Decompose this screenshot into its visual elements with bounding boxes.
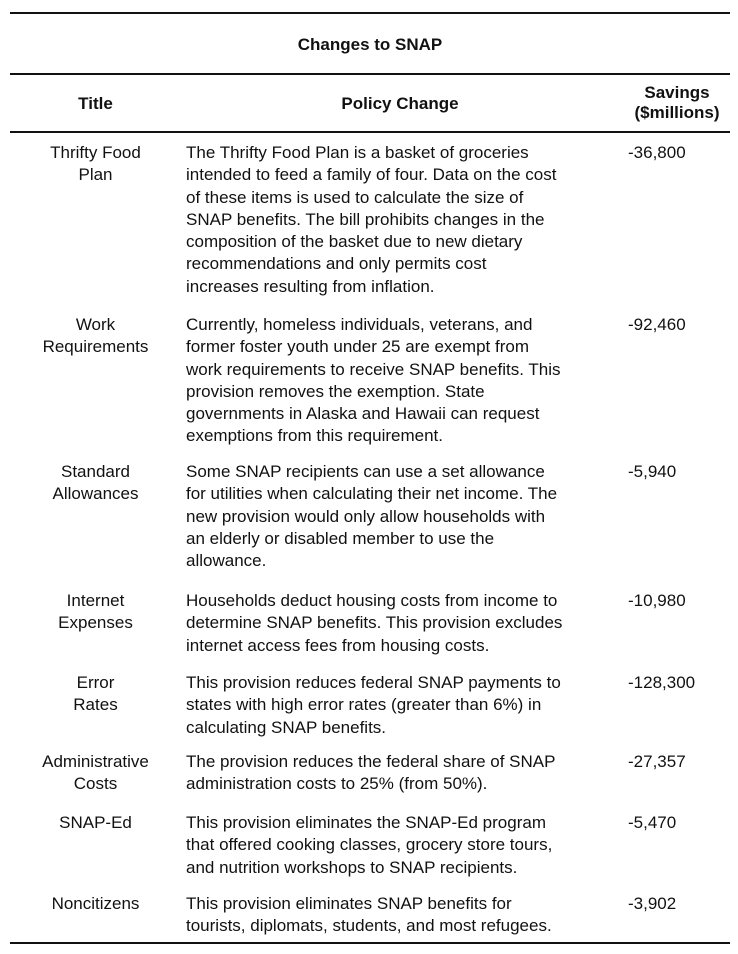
- policy-line: former foster youth under 25 are exempt from: [186, 337, 529, 357]
- header-bottom-rule: [10, 131, 730, 133]
- row-title: [18, 672, 173, 717]
- row-title: [18, 812, 173, 834]
- row-title-line: Plan: [78, 165, 113, 185]
- policy-line: calculating SNAP benefits.: [186, 717, 387, 737]
- row-title-line: Thrifty Food: [50, 143, 141, 162]
- row-title: [18, 142, 173, 187]
- policy-line: and nutrition workshops to SNAP recipients.: [186, 857, 518, 877]
- policy-line: This provision eliminates SNAP benefits for: [186, 894, 512, 913]
- policy-line: for utilities when calculating their net income. The: [186, 484, 558, 504]
- bottom-rule: [10, 942, 730, 944]
- policy-line: exemptions from this requirement.: [186, 426, 443, 446]
- row-policy-change: [186, 893, 618, 938]
- row-title-line: Allowances: [52, 484, 139, 504]
- policy-line: This provision reduces federal SNAP payments to: [186, 673, 561, 692]
- header-savings-line-2: ($millions): [634, 103, 720, 122]
- policy-line: internet access fees from housing costs.: [186, 635, 490, 655]
- policy-line: that offered cooking classes, grocery store tours,: [186, 835, 553, 855]
- row-savings: -3,902: [628, 894, 677, 913]
- header-savings-line-1: Savings: [644, 83, 710, 102]
- row-savings: -92,460: [628, 315, 686, 334]
- policy-line: Currently, homeless individuals, veterans, and: [186, 315, 533, 334]
- policy-line: composition of the basket due to new dietary: [186, 232, 523, 252]
- policy-line: provision removes the exemption. State: [186, 381, 485, 401]
- row-title-line: SNAP-Ed: [59, 813, 132, 832]
- row-title: [18, 461, 173, 506]
- row-title-line: Requirements: [42, 337, 149, 357]
- policy-line: tourists, diplomats, students, and most refugees.: [186, 916, 552, 936]
- row-policy-change: [186, 672, 618, 739]
- row-savings: -27,357: [628, 752, 686, 771]
- policy-line: The provision reduces the federal share of SNAP: [186, 752, 556, 771]
- policy-line: increases resulting from inflation.: [186, 276, 435, 296]
- table-title: Changes to SNAP: [297, 35, 443, 54]
- policy-line: SNAP benefits. The bill prohibits changes in the: [186, 209, 545, 229]
- policy-line: new provision would only allow households with: [186, 506, 546, 526]
- header-title: Title: [78, 94, 113, 113]
- row-policy-change: [186, 590, 618, 657]
- policy-line: intended to feed a family of four. Data on the cost: [186, 165, 557, 185]
- policy-line: states with high error rates (greater than 6%) in: [186, 695, 542, 715]
- policy-line: This provision eliminates the SNAP-Ed program: [186, 813, 546, 832]
- row-policy-change: [186, 751, 618, 796]
- row-title-line: Error: [76, 673, 115, 692]
- row-title-line: Expenses: [58, 613, 133, 633]
- row-savings: -128,300: [628, 673, 696, 692]
- policy-line: administration costs to 25% (from 50%).: [186, 774, 488, 794]
- row-savings: -5,940: [628, 462, 677, 481]
- row-title: [18, 314, 173, 359]
- policy-line: determine SNAP benefits. This provision excludes: [186, 613, 563, 633]
- row-policy-change: [186, 812, 618, 879]
- header-savings: [622, 83, 732, 123]
- row-savings: -10,980: [628, 591, 686, 610]
- row-title-line: Standard: [61, 462, 130, 481]
- top-rule: [10, 12, 730, 14]
- header-policy-change: Policy Change: [341, 94, 459, 113]
- row-title-line: Rates: [73, 695, 118, 715]
- policy-line: of these items is used to calculate the size of: [186, 187, 524, 207]
- row-title-line: Internet: [66, 591, 125, 610]
- row-title-line: Work: [75, 315, 116, 334]
- row-policy-change: [186, 461, 618, 572]
- row-title: [18, 590, 173, 635]
- policy-line: The Thrifty Food Plan is a basket of groceries: [186, 143, 529, 162]
- row-policy-change: [186, 142, 618, 298]
- policy-line: governments in Alaska and Hawaii can request: [186, 404, 540, 424]
- row-savings: -36,800: [628, 143, 686, 162]
- row-policy-change: [186, 314, 618, 448]
- row-title-line: Costs: [73, 774, 118, 794]
- row-title-line: Administrative: [42, 752, 149, 771]
- policy-line: allowance.: [186, 551, 267, 571]
- policy-line: work requirements to receive SNAP benefits. This: [186, 359, 561, 379]
- row-title: [18, 751, 173, 796]
- policy-line: an elderly or disabled member to use the: [186, 528, 495, 548]
- policy-line: Households deduct housing costs from income to: [186, 591, 558, 610]
- header-top-rule: [10, 73, 730, 75]
- policy-line: recommendations and only permits cost: [186, 254, 487, 274]
- row-title: [18, 893, 173, 915]
- row-title-line: Noncitizens: [51, 894, 140, 913]
- policy-line: Some SNAP recipients can use a set allowance: [186, 462, 545, 481]
- row-savings: -5,470: [628, 813, 677, 832]
